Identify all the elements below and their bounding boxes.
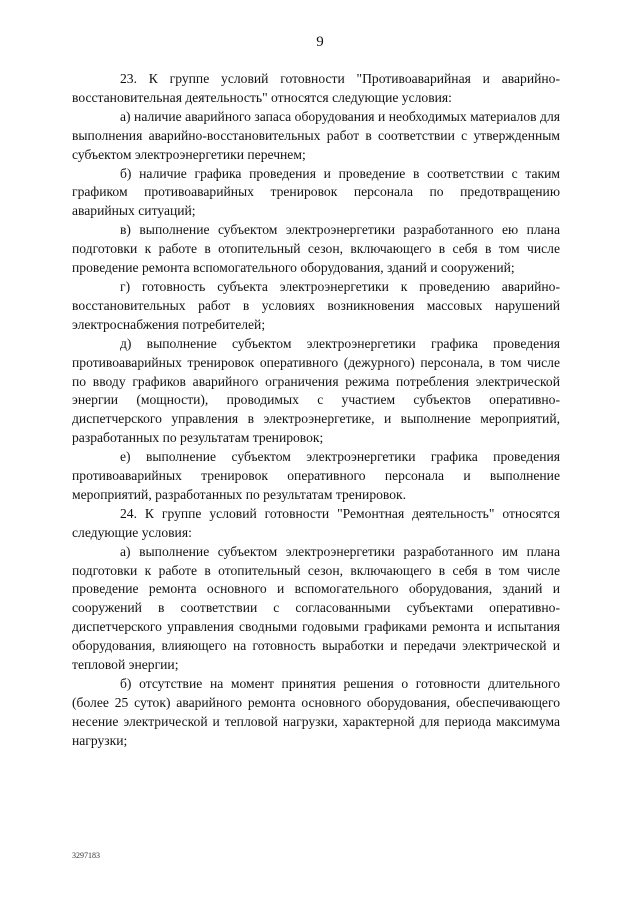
paragraph-23-intro: 23. К группе условий готовности "Противоаварийная и аварийно-восстановительная деятельность" относятся следующие условия: [72, 71, 560, 105]
paragraph-23b: б) наличие графика проведения и проведение в соответствии с таким графиком противоаварийных тренировок персонала по предотвращению аварийных ситуаций; [72, 165, 560, 219]
paragraph-23v: в) выполнение субъектом электроэнергетики разработанного ею плана подготовки к работе в отопительный сезон, включающего в себя в том числе проведение ремонта вспомогательного оборудования, зданий и сооружений; [72, 222, 560, 276]
page-number: 9 [316, 34, 324, 50]
paragraph-24a: а) выполнение субъектом электроэнергетики разработанного им плана подготовки к работе в отопительный сезон, включающего в себя в том числе проведение ремонта основного и вспомогательного оборудования, зданий и сооружений в соответствии с согласованными субъектами оперативно-диспетчерского управления сводными годовыми графиками ремонта и испытания оборудования, влияющего на готовность выработки и передачи электрической и тепловой энергии; [72, 543, 560, 673]
paragraph-23e: е) выполнение субъектом электроэнергетики графика проведения противоаварийных тренировок оперативного персонала и выполнение мероприятий, разработанных по результатам тренировок. [72, 449, 560, 502]
document-body [72, 70, 560, 751]
paragraph-24-intro: 24. К группе условий готовности "Ремонтная деятельность" относятся следующие условия: [72, 505, 560, 540]
paragraph-23g: г) готовность субъекта электроэнергетики к проведению аварийно-восстановительных работ в условиях возникновения массовых нарушений электроснабжения потребителей; [72, 278, 560, 332]
paragraph-23a: а) наличие аварийного запаса оборудования и необходимых материалов для выполнения аварийно-восстановительных работ в соответствии с утвержденным субъектом электроэнергетики перечнем; [72, 108, 560, 162]
paragraph-24b: б) отсутствие на момент принятия решения о готовности длительного (более 25 суток) аварийного ремонта основного оборудования, обеспечивающего несение электрической и тепловой нагрузки, характерной для периода максимума нагрузки; [72, 676, 560, 748]
document-code: 3297183 [72, 851, 100, 860]
paragraph-23d: д) выполнение субъектом электроэнергетики графика проведения противоаварийных тренировок оперативного (дежурного) персонала, в том числе по вводу графиков аварийного ограничения режима потребления электрической энергии (мощности), проводимых с участием субъектов оперативно-диспетчерского управления в электроэнергетике, и выполнение мероприятий, разработанных по результатам тренировок; [72, 335, 560, 446]
